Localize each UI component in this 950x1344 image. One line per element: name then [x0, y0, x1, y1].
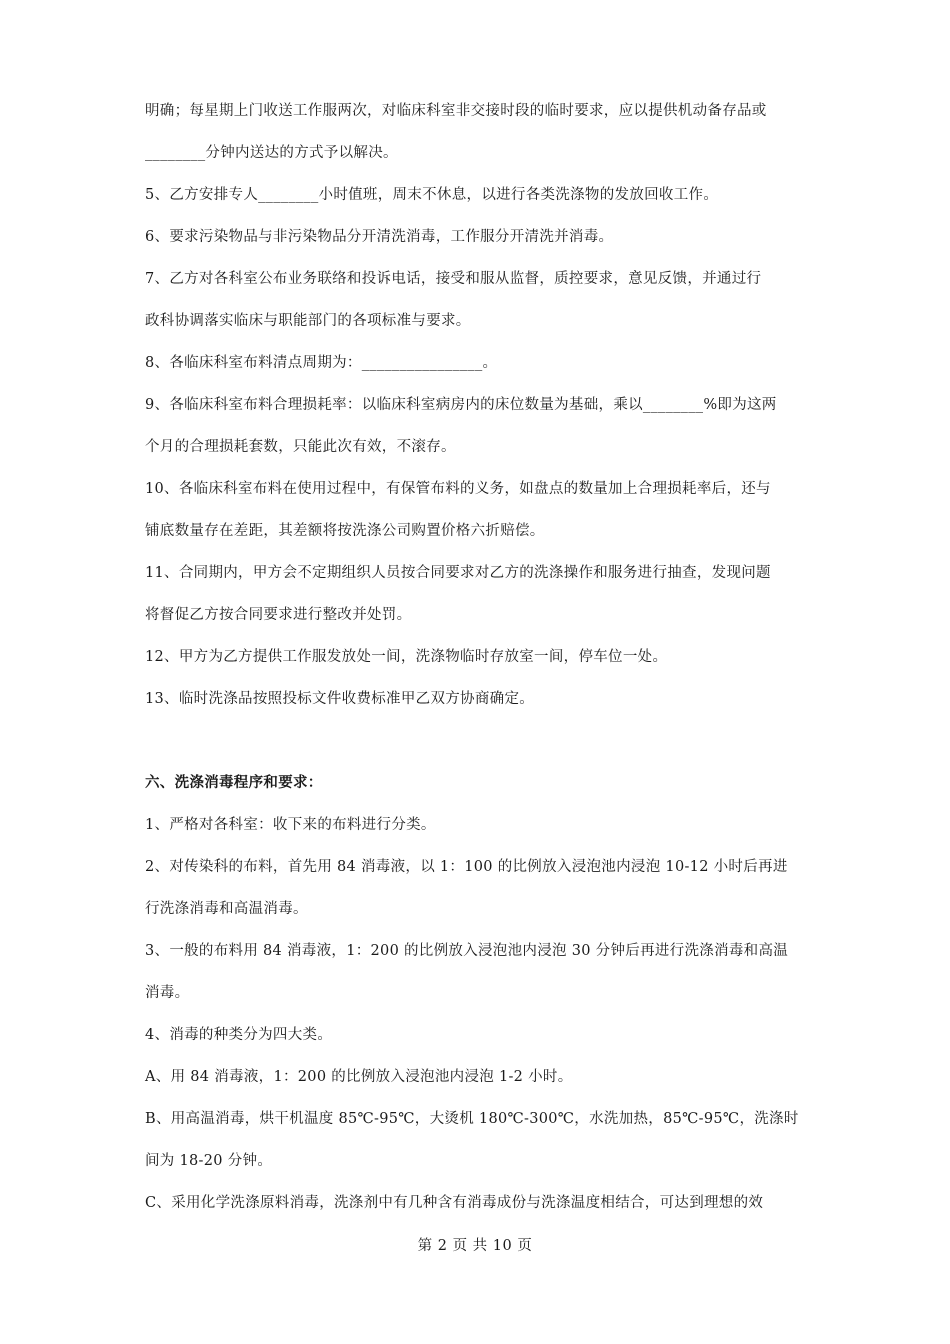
body-line: 13、临时洗涤品按照投标文件收费标准甲乙双方协商确定。	[145, 691, 535, 707]
section-line: 行洗涤消毒和高温消毒。	[145, 901, 308, 917]
section-line: 3、一般的布料用 84 消毒液，1：200 的比例放入浸泡池内浸泡 30 分钟后再进行洗涤消毒和高温	[145, 943, 789, 959]
body-line: 6、要求污染物品与非污染物品分开清洗消毒，工作服分开清洗并消毒。	[145, 229, 614, 245]
body-line: 12、甲方为乙方提供工作服发放处一间，洗涤物临时存放室一间，停车位一处。	[145, 649, 668, 665]
section-line: A、用 84 消毒液，1：200 的比例放入浸泡池内浸泡 1-2 小时。	[145, 1069, 573, 1085]
page-footer: 第 2 页 共 10 页	[417, 1238, 533, 1254]
section-heading: 六、洗涤消毒程序和要求：	[145, 774, 323, 791]
body-line: 10、各临床科室布料在使用过程中，有保管布料的义务，如盘点的数量加上合理损耗率后，还与	[145, 481, 771, 497]
body-line: 政科协调落实临床与职能部门的各项标准与要求。	[145, 313, 471, 329]
body-line: 11、合同期内，甲方会不定期组织人员按合同要求对乙方的洗涤操作和服务进行抽查，发现问题	[145, 565, 771, 581]
body-line: 个月的合理损耗套数，只能此次有效，不滚存。	[145, 439, 456, 455]
section-line: B、用高温消毒，烘干机温度 85℃-95℃，大烫机 180℃-300℃，水洗加热，85℃-95℃，洗涤时	[145, 1111, 799, 1127]
section-line: 4、消毒的种类分为四大类。	[145, 1027, 333, 1043]
body-line: 铺底数量存在差距，其差额将按洗涤公司购置价格六折赔偿。	[145, 523, 545, 539]
body-line: 8、各临床科室布料清点周期为：________________。	[145, 355, 498, 371]
body-line: ________分钟内送达的方式予以解决。	[145, 145, 398, 161]
body-line: 7、乙方对各科室公布业务联络和投诉电话，接受和服从监督，质控要求，意见反馈，并通过行	[145, 271, 762, 287]
body-line: 明确；每星期上门收送工作服两次，对临床科室非交接时段的临时要求，应以提供机动备存品或	[145, 103, 767, 119]
body-line: 9、各临床科室布料合理损耗率：以临床科室病房内的床位数量为基础，乘以________%即为这两	[145, 397, 777, 413]
section-line: C、采用化学洗涤原料消毒，洗涤剂中有几种含有消毒成份与洗涤温度相结合，可达到理想的效	[145, 1195, 764, 1211]
section-line: 间为 18-20 分钟。	[145, 1153, 273, 1169]
body-line: 将督促乙方按合同要求进行整改并处罚。	[145, 607, 412, 623]
section-line: 2、对传染科的布料，首先用 84 消毒液，以 1：100 的比例放入浸泡池内浸泡 10-12 小时后再进	[145, 859, 788, 875]
section-line: 1、严格对各科室：收下来的布料进行分类。	[145, 817, 436, 833]
body-line: 5、乙方安排专人________小时值班，周末不休息，以进行各类洗涤物的发放回收工作。	[145, 187, 719, 203]
section-line: 消毒。	[145, 985, 190, 1001]
